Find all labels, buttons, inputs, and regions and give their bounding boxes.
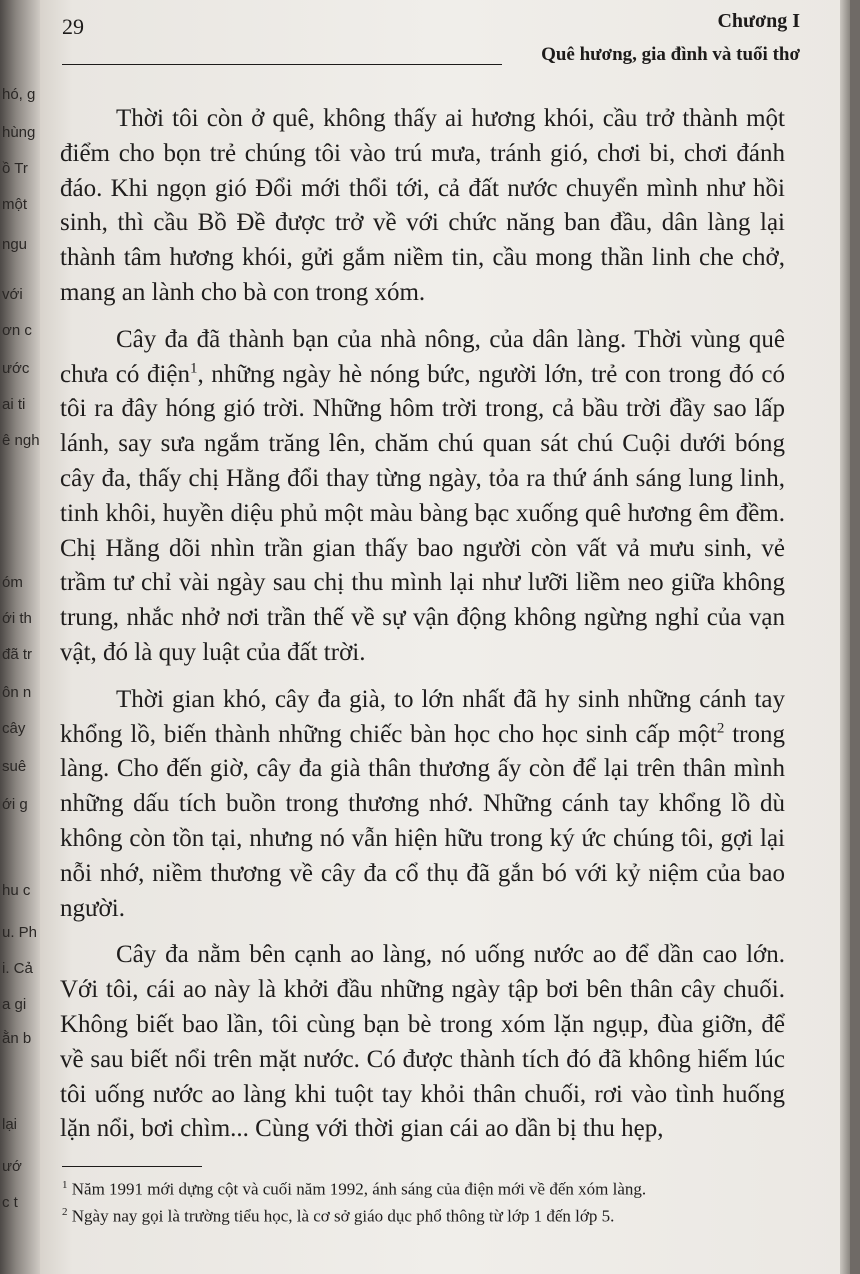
left-fragment: ằn b bbox=[2, 1030, 32, 1047]
paragraph bbox=[60, 323, 785, 671]
left-fragment: đã tr bbox=[2, 646, 33, 663]
page-number: 29 bbox=[62, 14, 84, 39]
paragraph-text: , những ngày hè nóng bức, người lớn, trẻ con trong đó có tôi ra đây hóng gió trời. Những hôm trời trong, cả bầu trời đầy sao lấp lánh, say sưa ngắm trăng lên, chăm chú quan sát chú Cuội dưới bóng cây đa, thấy chị Hằng đổi thay từng ngày, tỏa ra thứ ánh sáng lung linh, tinh khôi, huyền diệu phủ một màu bàng bạc xuống quê hương êm đềm. Chị Hằng dõi nhìn trần gian thấy bao người còn vất vả mưu sinh, vẻ trầm tư chỉ vài ngày sau chị thu mình lại như lưỡi liềm neo giữa không trung, nhắc nhở nơi trần thế về sự vận động không ngừng nghỉ của vạn vật, đó là quy luật của đất trời. bbox=[60, 360, 785, 666]
left-fragment: lại bbox=[2, 1116, 18, 1133]
paragraph-text: Thời tôi còn ở quê, không thấy ai hương khói, cầu trở thành một điểm cho bọn trẻ chúng tôi vào trú mưa, tránh gió, chơi bi, chơi đánh đáo. Khi ngọn gió Đổi mới thổi tới, cả đất nước chuyển mình như hồi sinh, thì cầu Bồ Đề được trở về với chức năng ban đầu, dân làng lại thành tâm hương khói, gửi gắm niềm tin, cầu mong thần linh che chở, mang an lành cho bà con trong xóm. bbox=[60, 105, 785, 306]
left-fragment: ồ Tr bbox=[2, 160, 28, 177]
footnote bbox=[62, 1201, 802, 1228]
left-fragment: ới g bbox=[2, 796, 28, 813]
body-text bbox=[60, 102, 785, 1159]
paragraph bbox=[60, 102, 785, 311]
left-fragment: hu c bbox=[2, 882, 31, 899]
header-rule bbox=[62, 64, 502, 65]
paragraph-text: Cây đa đã thành bạn của nhà nông, của dân làng. Thời vùng quê chưa có điện bbox=[60, 325, 785, 388]
left-fragment: ôn n bbox=[2, 684, 32, 701]
left-fragment: ướ bbox=[2, 1158, 22, 1175]
page-right-edge bbox=[840, 0, 850, 1274]
left-fragment: suê bbox=[2, 758, 27, 775]
left-fragment: cây bbox=[2, 720, 26, 737]
left-fragment: một bbox=[2, 196, 28, 213]
footnote-ref: 1 bbox=[190, 360, 198, 377]
footnotes bbox=[62, 1174, 802, 1227]
paragraph-text: Thời gian khó, cây đa già, to lớn nhất đã hy sinh những cánh tay khổng lồ, biến thành những chiếc bàn học cho học sinh cấp một bbox=[60, 685, 785, 748]
footnote-text: Năm 1991 mới dựng cột và cuối năm 1992, ánh sáng của điện mới về đến xóm làng. bbox=[67, 1179, 647, 1199]
paragraph bbox=[60, 938, 785, 1147]
adjacent-page-edge bbox=[0, 0, 40, 1274]
chapter-title: Chương I bbox=[717, 10, 800, 32]
footnote-rule bbox=[62, 1166, 202, 1167]
left-fragment: hó, g bbox=[2, 86, 36, 103]
left-fragment: c t bbox=[2, 1194, 18, 1211]
left-fragment: óm bbox=[2, 574, 23, 591]
left-fragment: a gi bbox=[2, 996, 27, 1013]
footnote bbox=[62, 1174, 802, 1201]
left-fragment: ơn c bbox=[2, 322, 32, 339]
footnote-text: Ngày nay gọi là trường tiểu học, là cơ sở giáo dục phổ thông từ lớp 1 đến lớp 5. bbox=[67, 1206, 615, 1226]
left-fragment: ngu bbox=[2, 236, 28, 253]
left-fragment: ước bbox=[2, 360, 30, 377]
book-page bbox=[40, 0, 850, 1274]
left-fragment: ê ngh bbox=[2, 432, 40, 449]
left-fragment: với bbox=[2, 286, 23, 303]
left-fragment: hùng bbox=[2, 124, 36, 141]
footnote-mark: 2 bbox=[62, 1205, 68, 1218]
chapter-subtitle: Quê hương, gia đình và tuổi thơ bbox=[541, 44, 800, 65]
left-fragment: ai ti bbox=[2, 396, 26, 413]
paragraph bbox=[60, 683, 785, 927]
left-fragment: ới th bbox=[2, 610, 32, 627]
left-fragment: i. Cả bbox=[2, 960, 33, 977]
footnote-ref: 2 bbox=[716, 720, 725, 737]
left-fragment: u. Ph bbox=[2, 924, 38, 941]
paragraph-text: trong làng. Cho đến giờ, cây đa già thân thương ấy còn để lại trên thân mình những dấu tích buồn trong thương nhớ. Những cánh tay khổng lồ dù không còn tồn tại, nhưng nó vẫn hiện hữu trong ký ức chúng tôi, gợi lại nỗi nhớ, niềm thương về cây đa cổ thụ đã gắn bó với kỷ niệm của bao người. bbox=[60, 720, 785, 922]
paragraph-text: Cây đa nằm bên cạnh ao làng, nó uống nước ao để dần cao lớn. Với tôi, cái ao này là khởi đầu những ngày tập bơi bên thân cây chuối. Không biết bao lần, tôi cùng bạn bè trong xóm lặn ngụp, đùa giỡn, để về sau biết nổi trên mặt nước. Có được thành tích đó đã không hiếm lúc tôi uống nước ao làng khi tuột tay khỏi thân chuối, rơi vào tình huống lặn nổi, bơi chìm... Cùng với thời gian cái ao dần bị thu hẹp, bbox=[60, 941, 785, 1143]
footnote-mark: 1 bbox=[62, 1179, 68, 1191]
